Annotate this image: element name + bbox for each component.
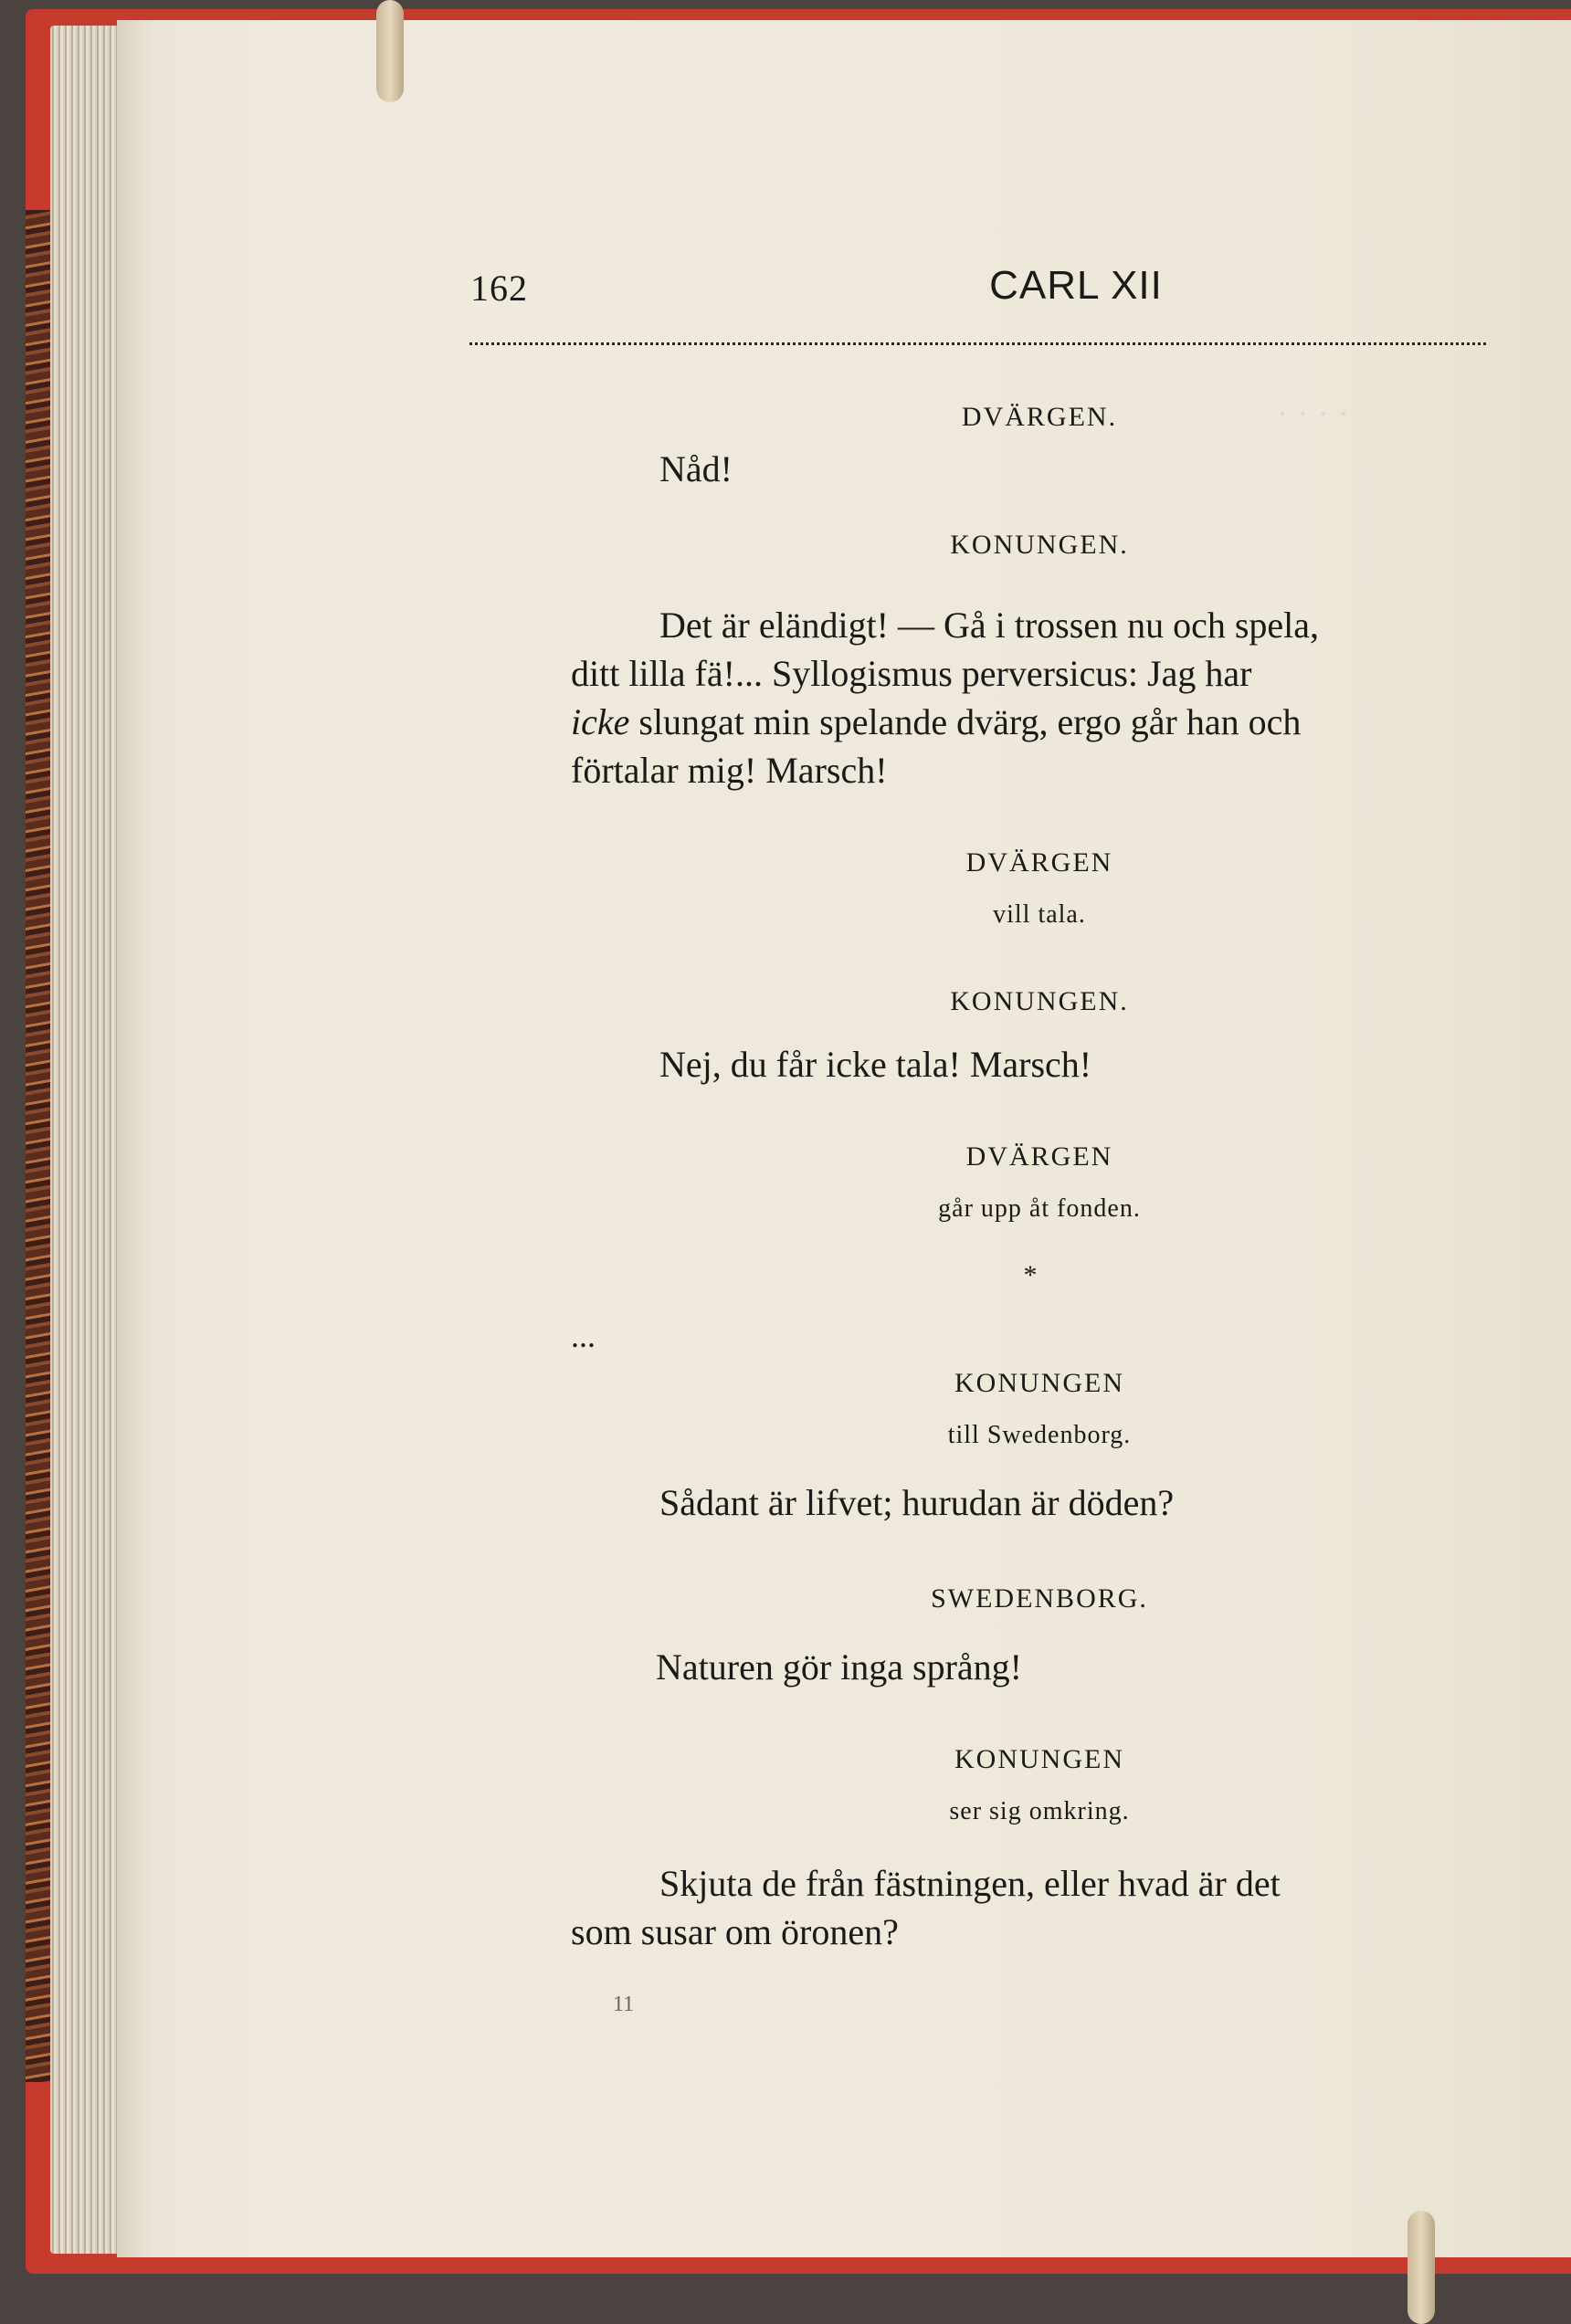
marbled-edge <box>26 210 53 2082</box>
speaker-konungen-4: KONUNGEN <box>954 1744 1124 1774</box>
speaker-dvargen-2: DVÄRGEN <box>965 847 1113 878</box>
speaker-dvargen-3: DVÄRGEN <box>965 1141 1113 1172</box>
dialogue-line: Det är eländigt! — Gå i trossen nu och spela, <box>659 605 1320 646</box>
dialogue-line <box>571 698 1486 746</box>
dialogue-paragraph <box>571 601 1486 794</box>
stage-direction: ser sig omkring. <box>949 1797 1130 1825</box>
section-asterisk: * <box>1023 1260 1038 1290</box>
dialogue-paragraph <box>571 1859 1486 1956</box>
bookmark-ribbon-bottom <box>1408 2211 1435 2324</box>
dialogue-line: Nåd! <box>659 448 733 489</box>
running-title: CARL XII <box>989 263 1163 308</box>
speaker-konungen-1: KONUNGEN. <box>950 530 1129 560</box>
dialogue-line: Naturen gör inga språng! <box>656 1646 1022 1688</box>
speaker-konungen-2: KONUNGEN. <box>950 986 1129 1016</box>
speaker-swedenborg: SWEDENBORG. <box>931 1583 1148 1614</box>
speaker-konungen-3: KONUNGEN <box>954 1368 1124 1398</box>
dialogue-line: Nej, du får icke tala! Marsch! <box>659 1044 1092 1085</box>
bookmark-ribbon-top <box>376 0 404 102</box>
dialogue-line: ditt lilla fä!... Syllogismus perversicus: Jag har <box>571 653 1252 694</box>
italic-word: icke <box>571 701 630 742</box>
dialogue-line: Skjuta de från fästningen, eller hvad är det <box>659 1863 1281 1904</box>
header-rule <box>469 342 1486 345</box>
signature-mark: 11 <box>613 1993 635 2016</box>
stage-direction: går upp åt fonden. <box>938 1194 1141 1223</box>
dialogue-line: som susar om öronen? <box>571 1911 899 1952</box>
speaker-dvargen-1: DVÄRGEN. <box>961 402 1118 432</box>
ellipsis: ... <box>571 1318 596 1354</box>
show-through-text: · · · · <box>1277 395 1350 434</box>
dialogue-line-rest: slungat min spelande dvärg, ergo går han och <box>629 701 1302 742</box>
stage-direction: vill tala. <box>993 900 1086 929</box>
page-number: 162 <box>470 268 528 309</box>
dialogue-line: Sådant är lifvet; hurudan är döden? <box>659 1482 1175 1523</box>
book-page <box>117 20 1571 2257</box>
stage-direction: till Swedenborg. <box>947 1421 1132 1449</box>
dialogue-line: förtalar mig! Marsch! <box>571 750 888 791</box>
